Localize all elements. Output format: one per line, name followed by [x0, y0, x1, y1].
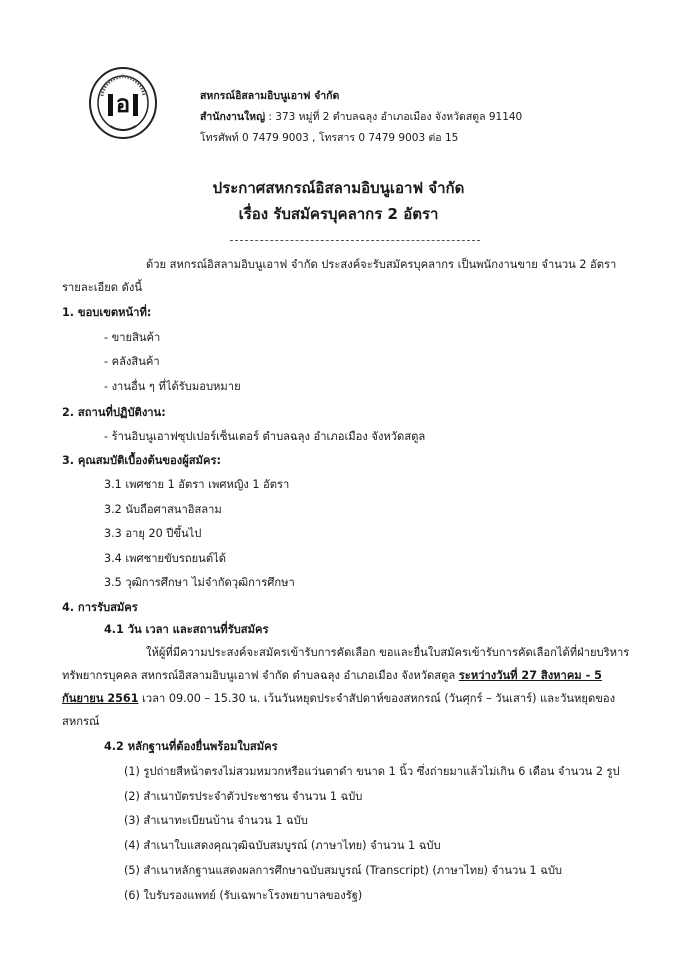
section-3-item: 3.4 เพศชายขับรถยนต์ได้: [104, 552, 226, 565]
recruit-period: ระหว่างวันที่ 27 สิงหาคม - 5: [458, 669, 602, 682]
office-address-line: [200, 107, 522, 128]
section-3-heading: 3. คุณสมบัติเบื้องต้นของผู้สมัคร:: [62, 454, 221, 467]
section-3-item: 3.2 นับถือศาสนาอิสลาม: [104, 503, 222, 516]
document-item: (6) ใบรับรองแพทย์ (รับเฉพาะโรงพยาบาลของรัฐ): [124, 889, 363, 902]
office-address: : 373 หมู่ที่ 2 ตำบลฉลุง อำเภอเมือง จังหวัดสตูล 91140: [265, 111, 523, 123]
recruit-hours: เวลา 09.00 – 15.30 น. เว้นวันหยุดประจำสัปดาห์ของสหกรณ์ (วันศุกร์ – วันเสาร์) และวันหยุดของ: [138, 692, 616, 705]
section-1-item: - ขายสินค้า: [104, 331, 161, 344]
svg-text:อ: อ: [115, 89, 131, 118]
title-divider: [230, 240, 480, 241]
recruit-location: ทรัพยากรบุคคล สหกรณ์อิสลามอิบนูเอาฟ จำกัด ตำบลฉลุง อำเภอเมือง จังหวัดสตูล: [62, 669, 459, 682]
section-2-item: - ร้านอิบนูเอาฟซุปเปอร์เซ็นเตอร์ ตำบลฉลุง อำเภอเมือง จังหวัดสตูล: [104, 430, 426, 443]
subsection-4-1-line: [62, 666, 602, 684]
section-3-item: 3.5 วุฒิการศึกษา ไม่จำกัดวุฒิการศึกษา: [104, 576, 295, 589]
document-item: (4) สำเนาใบแสดงคุณวุฒิฉบับสมบูรณ์ (ภาษาไทย) จำนวน 1 ฉบับ: [124, 839, 441, 852]
section-2-heading: 2. สถานที่ปฏิบัติงาน:: [62, 406, 166, 419]
intro-line-2: รายละเอียด ดังนี้: [62, 281, 143, 294]
recruit-period-end: กันยายน 2561: [62, 692, 139, 705]
phone-fax: โทรศัพท์ 0 7479 9003 , โทรสาร 0 7479 9003 ต่อ 15: [200, 132, 459, 144]
section-1-heading: 1. ขอบเขตหน้าที่:: [62, 306, 152, 319]
letterhead: [200, 86, 522, 149]
org-name: สหกรณ์อิสลามอิบนูเอาฟ จำกัด: [200, 90, 340, 102]
intro-line-1: ด้วย สหกรณ์อิสลามอิบนูเอาฟ จำกัด ประสงค์จะรับสมัครบุคลากร เป็นพนักงานขาย จำนวน 2 อัตรา: [146, 258, 617, 271]
announcement-subject: เรื่อง รับสมัครบุคลากร 2 อัตรา: [238, 205, 439, 223]
section-1-item: - งานอื่น ๆ ที่ได้รับมอบหมาย: [104, 380, 241, 393]
subsection-4-1-heading: 4.1 วัน เวลา และสถานที่รับสมัคร: [104, 623, 269, 636]
announcement-title: ประกาศสหกรณ์อิสลามอิบนูเอาฟ จำกัด: [212, 179, 465, 197]
document-item: (5) สำเนาหลักฐานแสดงผลการศึกษาฉบับสมบูรณ์ (Transcript) (ภาษาไทย) จำนวน 1 ฉบับ: [124, 864, 563, 877]
office-label: สำนักงานใหญ่: [200, 111, 266, 123]
subsection-4-1-line: ให้ผู้ที่มีความประสงค์จะสมัครเข้ารับการคัดเลือก ขอและยื่นใบสมัครเข้ารับการคัดเลือกได้ที่ฝ่ายบริหาร: [146, 646, 630, 659]
section-1-item: - คลังสินค้า: [104, 355, 160, 368]
section-3-item: 3.1 เพศชาย 1 อัตรา เพศหญิง 1 อัตรา: [104, 478, 290, 491]
document-item: (1) รูปถ่ายสีหน้าตรงไม่สวมหมวกหรือแว่นตาดำ ขนาด 1 นิ้ว ซึ่งถ่ายมาแล้วไม่เกิน 6 เดือน จำนวน 2 รูป: [124, 765, 620, 778]
section-4-heading: 4. การรับสมัคร: [62, 601, 138, 614]
subsection-4-1-line: สหกรณ์: [62, 715, 100, 728]
cooperative-seal-logo: [88, 66, 158, 142]
document-item: (3) สำเนาทะเบียนบ้าน จำนวน 1 ฉบับ: [124, 814, 308, 827]
section-3-item: 3.3 อายุ 20 ปีขึ้นไป: [104, 527, 202, 540]
document-item: (2) สำเนาบัตรประจำตัวประชาชน จำนวน 1 ฉบับ: [124, 790, 363, 803]
subsection-4-1-line: [62, 689, 615, 707]
subsection-4-2-heading: 4.2 หลักฐานที่ต้องยื่นพร้อมใบสมัคร: [104, 740, 278, 753]
